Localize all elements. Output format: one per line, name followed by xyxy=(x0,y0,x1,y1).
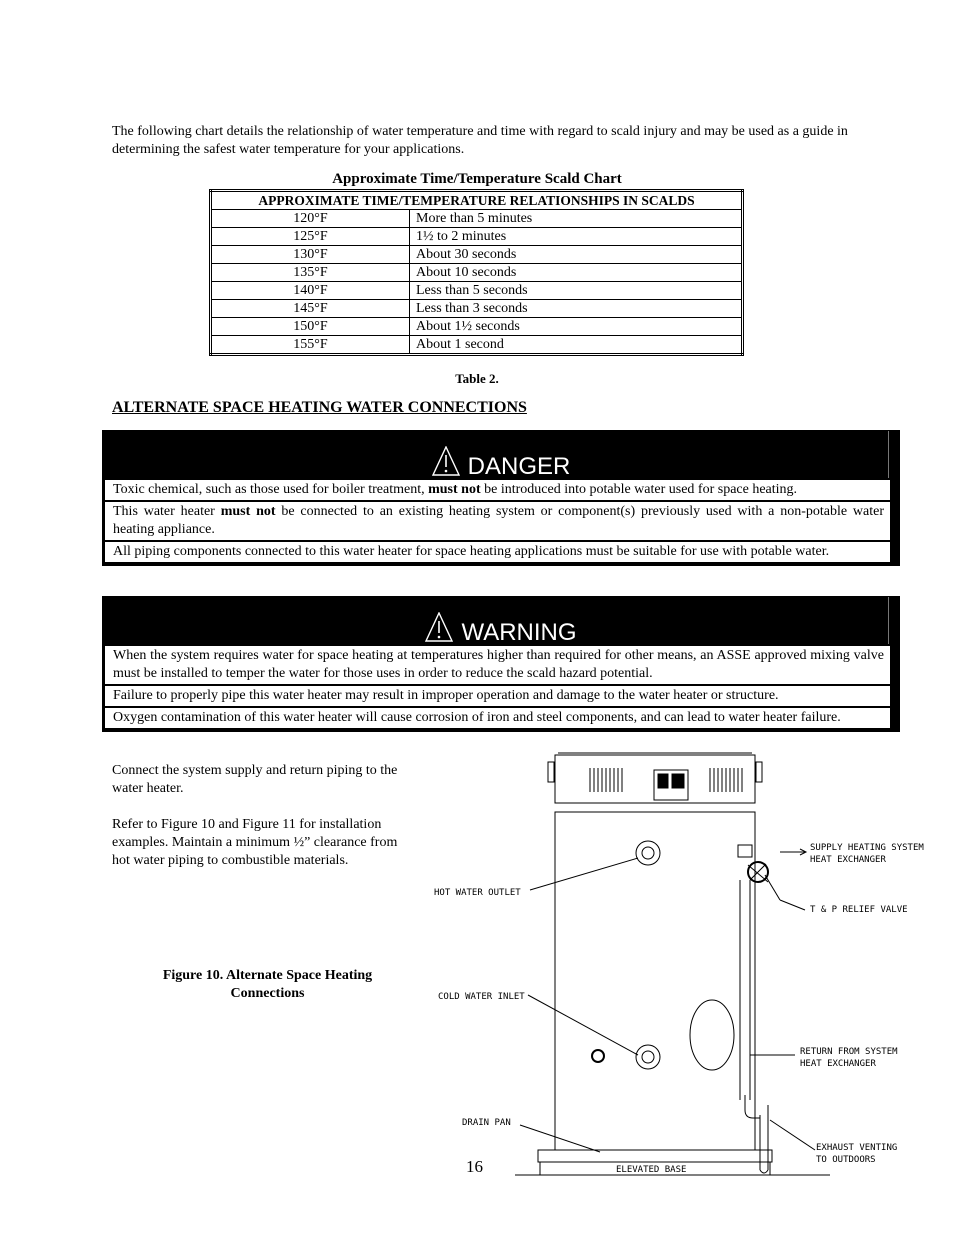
body-text xyxy=(112,762,417,888)
danger-header xyxy=(103,431,899,478)
table-row xyxy=(211,336,743,355)
water-heater-diagram xyxy=(420,750,940,1180)
temperature-cell: 120°F xyxy=(211,210,410,228)
label-return-hx: HEAT EXCHANGER xyxy=(800,1059,876,1069)
time-cell: About 1½ seconds xyxy=(410,318,743,336)
warning-label: WARNING xyxy=(461,619,577,646)
danger-item: This water heater must not be connected to an existing heating system or component(s) previously used with a non-potable water heating appliance. xyxy=(105,502,890,540)
label-exhaust: EXHAUST VENTING xyxy=(816,1143,898,1153)
warning-triangle-icon xyxy=(425,612,453,642)
warning-triangle-icon xyxy=(432,446,460,476)
temperature-cell: 135°F xyxy=(211,264,410,282)
table-row xyxy=(211,246,743,264)
table-row xyxy=(211,300,743,318)
warning-item: When the system requires water for space heating at temperatures higher than required for other means, an ASSE approved mixing valve must be installed to temper the water for those uses in order to reduce the scald hazard potential. xyxy=(105,646,890,684)
time-cell: More than 5 minutes xyxy=(410,210,743,228)
table-caption: Table 2. xyxy=(455,371,499,386)
label-return: RETURN FROM SYSTEM xyxy=(800,1047,898,1057)
time-cell: 1½ to 2 minutes xyxy=(410,228,743,246)
table-row xyxy=(211,282,743,300)
time-cell: About 1 second xyxy=(410,336,743,355)
time-cell: Less than 3 seconds xyxy=(410,300,743,318)
danger-item: All piping components connected to this water heater for space heating applications must be suitable for use with potable water. xyxy=(105,542,890,562)
temperature-cell: 150°F xyxy=(211,318,410,336)
label-base: ELEVATED BASE xyxy=(616,1165,687,1175)
label-exhaust-out: TO OUTDOORS xyxy=(816,1155,876,1165)
time-cell: Less than 5 seconds xyxy=(410,282,743,300)
scald-table xyxy=(209,189,744,356)
label-hot-outlet: HOT WATER OUTLET xyxy=(434,888,521,898)
label-drain-pan: DRAIN PAN xyxy=(462,1118,511,1128)
danger-item: Toxic chemical, such as those used for boiler treatment, must not be introduced into potable water used for space heating. xyxy=(105,480,890,500)
danger-box xyxy=(102,430,900,566)
section-heading: ALTERNATE SPACE HEATING WATER CONNECTIONS xyxy=(112,399,527,416)
temperature-cell: 140°F xyxy=(211,282,410,300)
temperature-cell: 145°F xyxy=(211,300,410,318)
label-supply-hx: HEAT EXCHANGER xyxy=(810,855,886,865)
warning-item: Oxygen contamination of this water heater will cause corrosion of iron and steel components, and can lead to water heater failure. xyxy=(105,708,890,728)
table-row xyxy=(211,318,743,336)
body-paragraph: Connect the system supply and return piping to the water heater. xyxy=(112,763,398,796)
table-row xyxy=(211,210,743,228)
time-cell: About 30 seconds xyxy=(410,246,743,264)
warning-item: Failure to properly pipe this water heater may result in improper operation and damage to the water heater or structure. xyxy=(105,686,890,706)
label-supply: SUPPLY HEATING SYSTEM xyxy=(810,843,924,853)
warning-header xyxy=(103,597,899,644)
temperature-cell: 155°F xyxy=(211,336,410,355)
table-row xyxy=(211,228,743,246)
scald-chart-title: Approximate Time/Temperature Scald Chart xyxy=(332,171,622,187)
temperature-cell: 125°F xyxy=(211,228,410,246)
time-cell: About 10 seconds xyxy=(410,264,743,282)
intro-paragraph: The following chart details the relationship of water temperature and time with regard to scald injury and may be used as a guide in determining the safest water temperature for your applications. xyxy=(112,124,848,157)
temperature-cell: 130°F xyxy=(211,246,410,264)
body-paragraph: Refer to Figure 10 and Figure 11 for installation examples. Maintain a minimum ½” clearance from hot water piping to combustible materials. xyxy=(112,817,398,868)
page-number: 16 xyxy=(466,1157,483,1176)
warning-box xyxy=(102,596,900,732)
label-tp-valve: T & P RELIEF VALVE xyxy=(810,905,908,915)
label-cold-inlet: COLD WATER INLET xyxy=(438,992,525,1002)
table-row xyxy=(211,264,743,282)
figure-caption: Figure 10. Alternate Space Heating Connections xyxy=(162,968,373,1001)
danger-label: DANGER xyxy=(467,453,571,480)
table-header-row xyxy=(211,191,743,210)
table-header: APPROXIMATE TIME/TEMPERATURE RELATIONSHIPS IN SCALDS xyxy=(211,191,743,210)
